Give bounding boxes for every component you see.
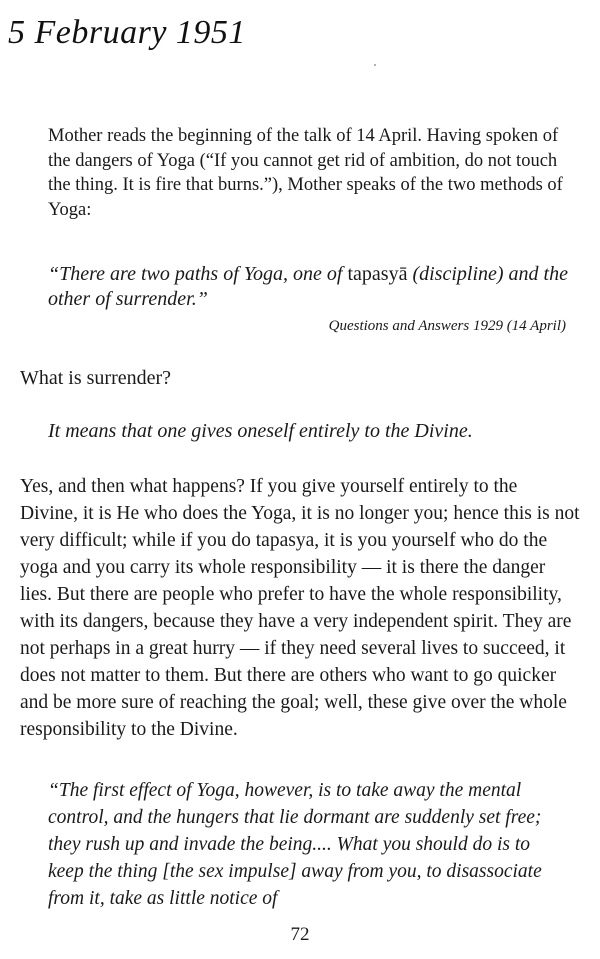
quote-paths-of-yoga — [48, 262, 570, 312]
question-text: What is surrender? — [20, 367, 172, 389]
quote-text-before: “There are two paths of Yoga, one of — [48, 263, 348, 285]
date-heading: 5 February 1951 — [8, 14, 246, 51]
quote-source: Questions and Answers 1929 (14 April) — [328, 318, 566, 334]
print-speck — [374, 64, 376, 66]
quote-term-tapasya: tapasyā — [347, 263, 408, 285]
page-number: 72 — [290, 924, 310, 945]
quote-text-after: (discipline) and the other of surrender.” — [48, 263, 568, 310]
intro-paragraph: Mother reads the beginning of the talk of 14 April. Having spoken of the dangers of Yoga (“If you cannot get rid of ambition, do not touch the thing. It is fire that burns.”), Mother speaks of the two methods of Yoga: — [48, 126, 563, 220]
quote-first-effect: “The first effect of Yoga, however, is to take away the mental control, and the hungers that lie dormant are suddenly set free; they rush up and invade the being.... What you should do is to keep the thing [the sex impulse] away from you, to disassociate from it, take as little notice of — [48, 780, 542, 909]
answer-text: It means that one gives oneself entirely to the Divine. — [48, 420, 473, 442]
body-paragraph: Yes, and then what happens? If you give yourself entirely to the Divine, it is He who does the Yoga, it is no longer you; hence this is not very difficult; while if you do tapasya, it is you yourself who do the yoga and you carry its whole responsibility — it is there the danger lies. But there are people who prefer to have the whole responsibility, with its dangers, because they have a very independent spirit. They are not perhaps in a great hurry — if they need several lives to succeed, it does not matter to them. But there are others who want to go quicker and be more sure of reaching the goal; well, these give over the whole responsibility to the Divine. — [20, 476, 580, 740]
